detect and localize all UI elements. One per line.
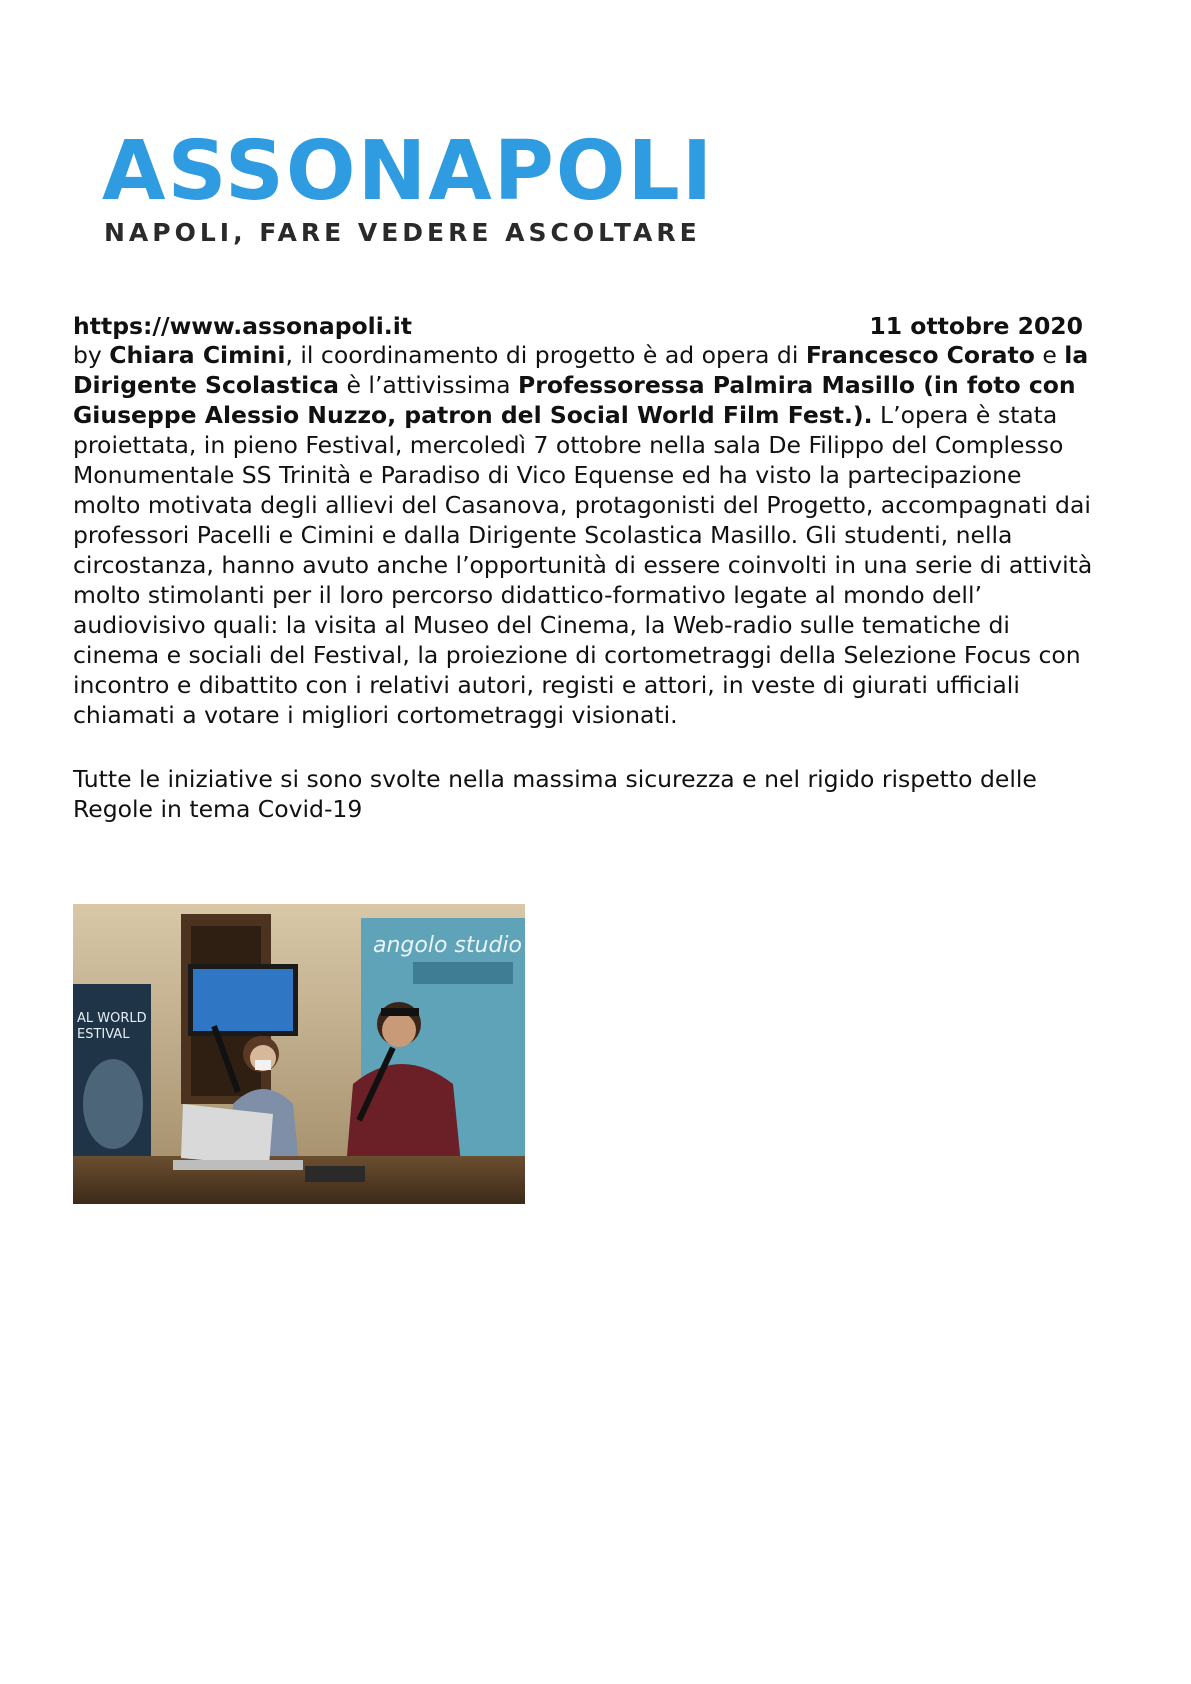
text-run: by [73, 341, 110, 369]
logo-tagline: NAPOLI, FARE VEDERE ASCOLTARE [104, 218, 701, 247]
source-line [73, 312, 1083, 340]
role-label: la Dirigente Scolastica [73, 341, 1089, 399]
text-run: L’opera è stata proiettata, in pieno Festival, mercoledì 7 ottobre nella sala De Filippo del Complesso Monumentale SS Trinità e Paradiso di Vico Equense ed ha visto la partecipazione molto motivata degli allievi del Casanova, protagonisti del Progetto, accompagnati dai professori Pacelli e Cimini e dalla Dirigente Scolastica Masillo. Gli studenti, nella circostanza, hanno avuto anche l’opportunità di essere coinvolti in una serie di attività molto stimolanti per il loro percorso didattico-formativo legate al mondo dell’ audiovisivo quali: la visita al Museo del Cinema, la Web-radio sulle tematiche di cinema e sociali del Festival, la proiezione di cortometraggi della Selezione Focus con incontro e dibattito con i relativi autori, registi e attori, in veste di giurati ufficiali chiamati a votare i migliori cortometraggi visionati. [73, 401, 1093, 729]
radio-studio-photo [73, 904, 525, 1204]
svg-text:angolo studio: angolo studio [373, 933, 522, 958]
text-run: è l’attivissima [339, 371, 519, 399]
svg-text:AL WORLD: AL WORLD [77, 1011, 147, 1026]
author-name: Chiara Cimini [109, 341, 286, 369]
source-url: https://www.assonapoli.it [73, 312, 412, 340]
assonapoli-logo [66, 118, 726, 258]
article-photo [73, 904, 525, 1204]
article-paragraph-1 [73, 340, 1093, 730]
article-paragraph-2: Tutte le iniziative si sono svolte nella massima sicurezza e nel rigido rispetto delle Regole in tema Covid-19 [73, 765, 1037, 823]
logo-name: ASSONAPOLI [102, 124, 715, 219]
text-run: , il coordinamento di progetto è ad opera di [285, 341, 806, 369]
article-body [73, 340, 1093, 824]
text-run: e [1034, 341, 1065, 369]
paragraph-gap [73, 730, 1093, 764]
publication-date: 11 ottobre 2020 [869, 312, 1083, 340]
principal-name: Professoressa Palmira Masillo (in foto con Giuseppe Alessio Nuzzo, patron del Social World Film Fest.). [73, 371, 1076, 429]
coordinator-name: Francesco Corato [805, 341, 1035, 369]
svg-text:ESTIVAL: ESTIVAL [77, 1027, 130, 1042]
